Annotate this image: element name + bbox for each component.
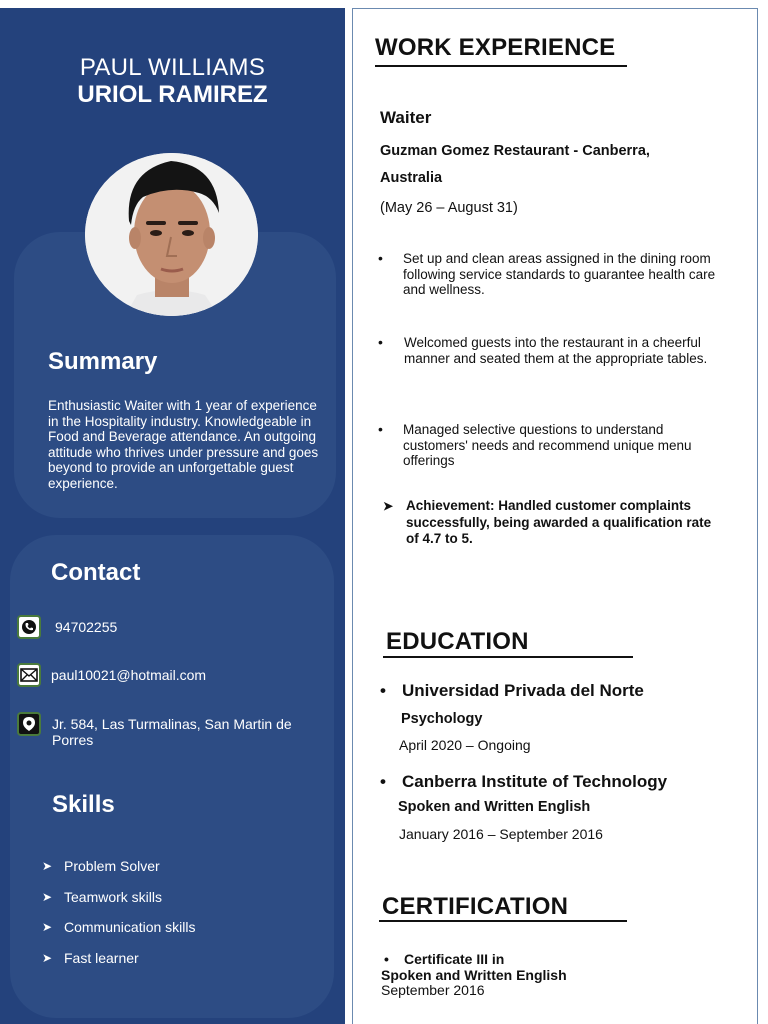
employer: Guzman Gomez Restaurant - Canberra, Australia bbox=[380, 143, 650, 186]
job-dates: (May 26 – August 31) bbox=[380, 200, 518, 216]
education-heading: EDUCATION bbox=[386, 628, 529, 655]
education-school: • Canberra Institute of Technology bbox=[380, 772, 668, 791]
contact-address: Jr. 584, Las Turmalinas, San Martin de Porres bbox=[52, 716, 292, 748]
education-school: • Universidad Privada del Norte bbox=[380, 681, 644, 700]
bullet-dot-icon: • bbox=[384, 951, 389, 967]
certification-heading: CERTIFICATION bbox=[382, 893, 569, 920]
skill-item: ➤ Communication skills bbox=[42, 919, 196, 936]
contact-heading: Contact bbox=[51, 559, 141, 586]
summary-text: Enthusiastic Waiter with 1 year of experience in the Hospitality industry. Knowledgeable in Food and Beverage attendance. An outgoing attitude who thrives under pressure and goes beyond to provide an unforgettable guest experience. bbox=[48, 398, 319, 491]
sidebar bbox=[0, 8, 345, 1024]
arrow-bullet-icon: ➤ bbox=[383, 499, 394, 513]
location-icon bbox=[17, 712, 41, 736]
skill-item: ➤ Teamwork skills bbox=[42, 888, 163, 905]
work-bullet: • Managed selective questions to understand customers' needs and recommend unique menu offerings bbox=[378, 421, 692, 468]
achievement: ➤ Achievement: Handled customer complaints successfully, being awarded a qualification rate of 4.7 to 5. bbox=[383, 498, 712, 546]
mail-icon bbox=[17, 663, 41, 687]
contact-email[interactable]: paul10021@hotmail.com bbox=[51, 667, 207, 683]
work-bullet: • Welcomed guests into the restaurant in a cheerful manner and seated them at the appropriate tables. bbox=[378, 334, 708, 366]
skills-heading: Skills bbox=[52, 791, 115, 818]
work-heading-underline bbox=[375, 65, 627, 67]
bullet-dot-icon: • bbox=[378, 250, 383, 266]
arrow-bullet-icon: ➤ bbox=[42, 859, 53, 874]
contact-phone-row bbox=[17, 615, 117, 639]
education-heading-underline bbox=[383, 656, 633, 658]
arrow-bullet-icon: ➤ bbox=[42, 951, 53, 966]
job-title: Waiter bbox=[380, 108, 432, 127]
education-field: Spoken and Written English bbox=[398, 799, 591, 815]
arrow-bullet-icon: ➤ bbox=[42, 889, 53, 904]
work-experience-heading: WORK EXPERIENCE bbox=[375, 34, 616, 61]
education-dates: January 2016 – September 2016 bbox=[399, 826, 603, 842]
bullet-dot-icon: • bbox=[378, 334, 383, 350]
education-dates: April 2020 – Ongoing bbox=[399, 737, 531, 753]
name-second-line: URIOL RAMIREZ bbox=[77, 81, 268, 108]
contact-email-row bbox=[17, 663, 206, 687]
skill-item: ➤ Problem Solver bbox=[42, 858, 160, 875]
summary-heading: Summary bbox=[48, 348, 158, 375]
certification-title-row: • Certificate III in bbox=[381, 952, 504, 968]
arrow-bullet-icon: ➤ bbox=[42, 920, 53, 935]
contact-address-row bbox=[17, 712, 312, 748]
bullet-dot-icon: • bbox=[378, 421, 383, 437]
certification-subject: Spoken and Written English bbox=[381, 967, 567, 983]
education-field: Psychology bbox=[401, 711, 483, 727]
bullet-dot-icon: • bbox=[380, 772, 386, 791]
name-first-line: PAUL WILLIAMS bbox=[79, 54, 266, 81]
contact-phone[interactable]: 94702255 bbox=[55, 619, 118, 635]
skill-item: ➤ Fast learner bbox=[42, 950, 139, 967]
phone-icon bbox=[17, 615, 41, 639]
bullet-dot-icon: • bbox=[380, 681, 386, 700]
work-bullet: • Set up and clean areas assigned in the dining room following service standards to guarantee health care and wellness. bbox=[378, 250, 716, 297]
certification-heading-underline bbox=[379, 920, 627, 922]
profile-photo bbox=[85, 153, 258, 316]
certification-date: September 2016 bbox=[381, 982, 485, 998]
skills-list bbox=[42, 851, 195, 973]
